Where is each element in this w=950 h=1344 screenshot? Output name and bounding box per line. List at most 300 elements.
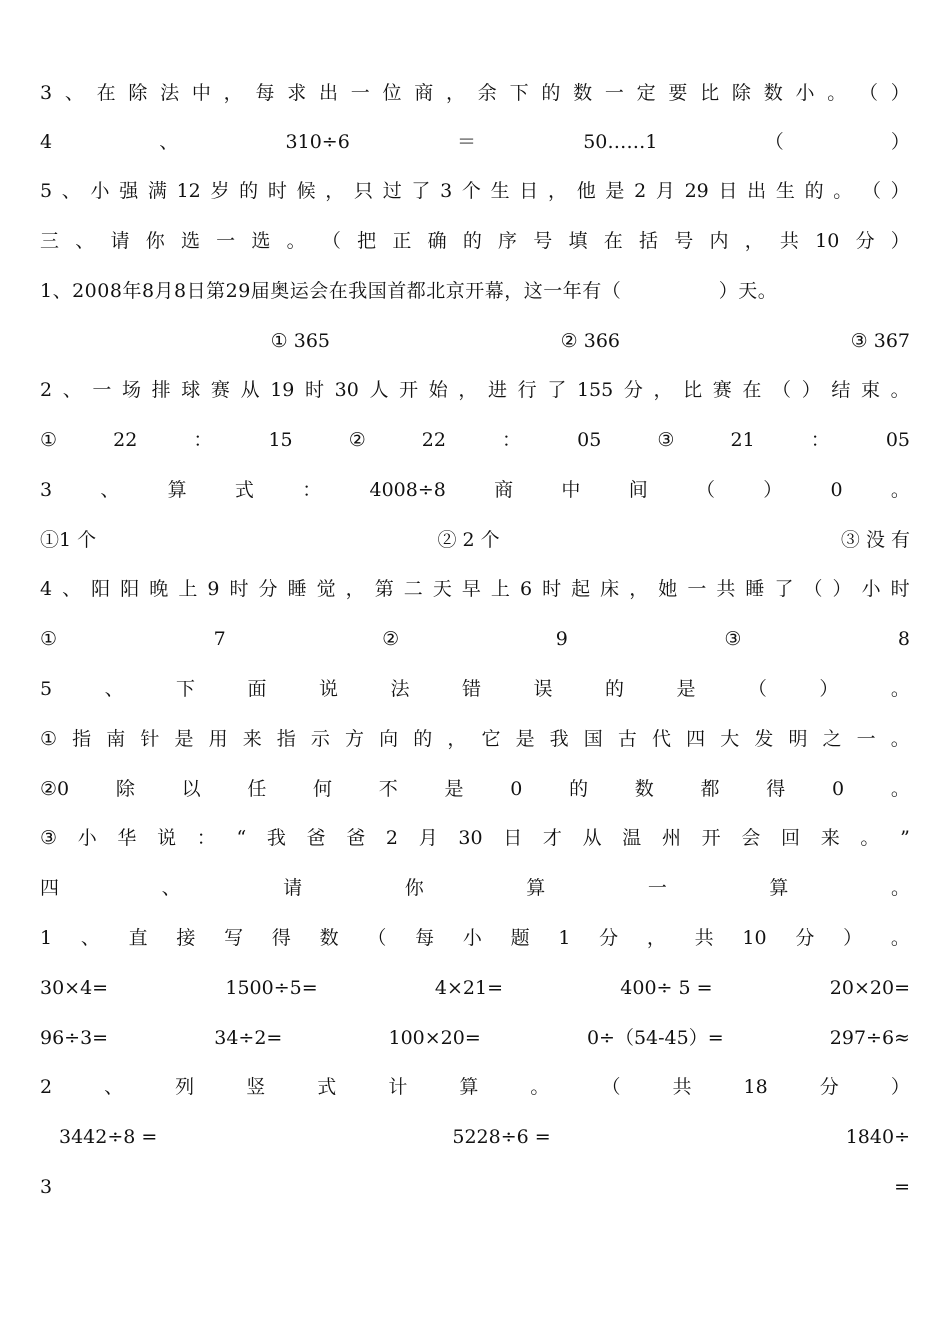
section4-title — [40, 873, 910, 903]
text-segment: ＝ — [457, 131, 477, 153]
section4-sub1-title — [40, 923, 910, 953]
text-segment: 排 — [151, 379, 171, 401]
text-segment: ： — [502, 429, 522, 451]
text-segment: 是 — [515, 728, 535, 750]
text-segment: 才 — [542, 827, 562, 849]
text-segment: 我 — [549, 728, 569, 750]
text-segment: 05 — [577, 429, 602, 451]
text-segment: 来 — [242, 728, 262, 750]
text-segment: 日 — [503, 827, 523, 849]
text-segment: ） — [763, 479, 783, 501]
text-segment: 小 — [462, 927, 482, 949]
text-segment: 共 — [779, 230, 799, 252]
text-segment: 4 — [40, 131, 53, 153]
text-segment: 。 — [827, 82, 847, 104]
text-segment: 回 — [781, 827, 801, 849]
text-segment: 0 — [510, 778, 523, 800]
text-segment: 会 — [741, 827, 761, 849]
text-segment: 生 — [775, 180, 795, 202]
text-segment: 05 — [885, 429, 910, 451]
text-segment: 月 — [418, 827, 438, 849]
text-segment: 你 — [145, 230, 165, 252]
text-segment: ， — [547, 180, 567, 202]
text-segment: 生 — [490, 180, 510, 202]
text-segment: 人 — [369, 379, 389, 401]
text-segment: ， — [629, 578, 649, 600]
text-segment: 之 — [822, 728, 842, 750]
text-segment: 算 — [769, 877, 789, 899]
text-segment: 代 — [652, 728, 672, 750]
text-segment: 10 — [815, 230, 840, 252]
text-segment: 中 — [561, 479, 581, 501]
text-segment: （ — [321, 230, 341, 252]
text-segment: 的 — [462, 230, 482, 252]
text-segment: 除 — [115, 778, 135, 800]
text-segment: 结 — [831, 379, 851, 401]
text-segment: 分 — [623, 379, 643, 401]
text-segment: ， — [458, 379, 478, 401]
text-segment: 一 — [350, 82, 370, 104]
text-segment: 直 — [128, 927, 148, 949]
text-segment: ① 365 — [270, 330, 330, 352]
text-segment: 开 — [399, 379, 419, 401]
text-segment: 睡 — [745, 578, 765, 600]
text-segment: 。 — [833, 180, 853, 202]
text-segment: 下 — [176, 678, 196, 700]
text-segment: 号 — [674, 230, 694, 252]
question-1: 1、2008年8月8日第29届奥运会在我国首都北京开幕，这一年有（ ）天。 — [40, 280, 778, 302]
question-3-options — [40, 525, 910, 555]
text-segment: 分 — [599, 927, 619, 949]
text-segment: 21 — [730, 429, 755, 451]
text-segment: （ — [601, 1076, 621, 1098]
vertical-calc-row — [40, 1122, 910, 1152]
text-segment: 小 — [90, 180, 110, 202]
text-segment: ， — [646, 927, 666, 949]
text-segment: 除 — [731, 82, 751, 104]
text-segment: 比 — [683, 379, 703, 401]
text-segment: ② — [348, 429, 366, 451]
text-segment: 。 — [890, 678, 910, 700]
text-segment: 指 — [72, 728, 92, 750]
text-segment: 。 — [890, 927, 910, 949]
text-segment: 用 — [208, 728, 228, 750]
text-segment: 数 — [634, 778, 654, 800]
text-segment: ） — [890, 131, 910, 153]
text-segment: 6 — [519, 578, 533, 600]
text-segment: 候 — [296, 180, 316, 202]
text-segment: 上 — [490, 578, 510, 600]
text-segment: 、 — [61, 180, 81, 202]
text-segment: 3 — [40, 82, 53, 104]
text-segment: ： — [193, 429, 213, 451]
text-segment: 间 — [628, 479, 648, 501]
text-segment: 8 — [897, 628, 910, 650]
text-segment: 日 — [718, 180, 738, 202]
text-segment: 算 — [167, 479, 187, 501]
text-segment: 他 — [576, 180, 596, 202]
text-segment: 在 — [96, 82, 116, 104]
text-segment: 下 — [509, 82, 529, 104]
text-segment: 9 — [207, 578, 220, 600]
text-segment: （ — [747, 678, 767, 700]
text-segment: 、 — [80, 927, 100, 949]
text-segment: 3 — [40, 479, 53, 501]
text-segment: ： — [196, 827, 216, 849]
text-segment: （ — [803, 578, 823, 600]
text-segment: 何 — [313, 778, 333, 800]
text-segment: 睡 — [287, 578, 307, 600]
question-1-options — [40, 326, 910, 356]
text-segment: 1 — [558, 927, 571, 949]
text-segment: 她 — [658, 578, 678, 600]
text-segment: 、 — [75, 230, 95, 252]
text-segment: 在 — [603, 230, 623, 252]
text-segment: 15 — [268, 429, 293, 451]
text-segment: 比 — [700, 82, 720, 104]
text-segment: 小 — [795, 82, 815, 104]
text-segment: 序 — [498, 230, 518, 252]
text-segment: 2 — [385, 827, 399, 849]
text-segment: 场 — [122, 379, 142, 401]
text-segment: 的 — [569, 778, 589, 800]
text-segment: 5 — [40, 678, 53, 700]
text-segment: 爸 — [346, 827, 366, 849]
text-segment: 算 — [526, 877, 546, 899]
text-segment: ②0 — [40, 778, 70, 800]
text-segment: 式 — [317, 1076, 337, 1098]
text-segment: ② 366 — [560, 330, 620, 352]
text-segment: 列 — [175, 1076, 195, 1098]
text-segment: 过 — [382, 180, 402, 202]
text-segment: 说 — [157, 827, 177, 849]
question-5-option-3 — [40, 823, 910, 853]
text-segment: 爸 — [306, 827, 326, 849]
text-segment: 是 — [174, 728, 194, 750]
text-segment: ） — [890, 82, 910, 104]
text-segment: 进 — [488, 379, 508, 401]
text-segment: 说 — [319, 678, 339, 700]
text-segment: 9 — [555, 628, 568, 650]
text-segment: ， — [223, 82, 243, 104]
text-segment: 3442÷8 = — [40, 1126, 158, 1148]
text-segment: ） — [832, 578, 852, 600]
text-segment: 我 — [266, 827, 286, 849]
text-segment: 南 — [106, 728, 126, 750]
text-segment: 。 — [890, 877, 910, 899]
text-segment: 一 — [216, 230, 236, 252]
text-segment: 方 — [345, 728, 365, 750]
text-segment: ③ 没 有 — [840, 529, 910, 551]
text-segment: 古 — [617, 728, 637, 750]
question-3 — [40, 475, 910, 505]
text-segment: 只 — [353, 180, 373, 202]
text-segment: 第 — [374, 578, 394, 600]
text-segment: 1 — [40, 927, 53, 949]
question-2 — [40, 375, 910, 405]
text-segment: 束 — [860, 379, 880, 401]
text-segment: 赛 — [210, 379, 230, 401]
text-segment: 0 — [832, 778, 845, 800]
text-segment: 2 — [40, 379, 53, 401]
text-segment: ） — [843, 927, 863, 949]
vertical-calc-row-2 — [40, 1172, 910, 1202]
text-segment: 从 — [582, 827, 602, 849]
text-segment: ③ 367 — [850, 330, 910, 352]
text-segment: 岁 — [210, 180, 230, 202]
text-segment: 个 — [461, 180, 481, 202]
text-segment: （ — [858, 82, 878, 104]
text-segment: 行 — [517, 379, 537, 401]
text-segment: 内 — [709, 230, 729, 252]
text-segment: 法 — [160, 82, 180, 104]
text-segment: 商 — [494, 479, 514, 501]
text-segment: 一 — [604, 82, 624, 104]
text-segment: ② 2 个 — [437, 529, 500, 551]
text-segment: 一 — [856, 728, 876, 750]
text-segment: 出 — [318, 82, 338, 104]
text-segment: 30 — [334, 379, 359, 401]
text-segment: 赛 — [712, 379, 732, 401]
text-segment: 297÷6≈ — [829, 1027, 910, 1049]
text-segment: 了 — [547, 379, 567, 401]
text-segment: ） — [890, 230, 910, 252]
text-segment: 请 — [110, 230, 130, 252]
text-segment: 一 — [92, 379, 112, 401]
text-segment: 共 — [672, 1076, 692, 1098]
text-segment: 共 — [694, 927, 714, 949]
text-segment: 7 — [213, 628, 226, 650]
text-segment: 写 — [224, 927, 244, 949]
text-segment: 得 — [271, 927, 291, 949]
question-5 — [40, 674, 910, 704]
section2-item-4 — [40, 127, 910, 157]
text-segment: ， — [744, 230, 764, 252]
question-4-options — [40, 624, 910, 654]
text-segment: 不 — [378, 778, 398, 800]
text-segment: 30 — [458, 827, 483, 849]
text-segment: 5228÷6 = — [452, 1126, 551, 1148]
text-segment: 2 — [634, 180, 647, 202]
text-segment: 觉 — [316, 578, 336, 600]
text-segment: 、 — [62, 379, 82, 401]
text-segment: 向 — [379, 728, 399, 750]
text-segment: 四 — [40, 877, 60, 899]
text-segment: 大 — [720, 728, 740, 750]
text-segment: 在 — [742, 379, 762, 401]
text-segment: 100×20= — [388, 1027, 481, 1049]
text-segment: 晚 — [149, 578, 169, 600]
text-segment: 天 — [432, 578, 452, 600]
text-segment: ） — [819, 678, 839, 700]
text-segment: 错 — [461, 678, 481, 700]
text-segment: 时 — [305, 379, 325, 401]
text-segment: ② — [382, 628, 400, 650]
text-segment: 选 — [251, 230, 271, 252]
text-segment: 4×21= — [434, 977, 504, 999]
text-segment: ③ — [40, 827, 58, 849]
text-segment: 余 — [477, 82, 497, 104]
text-segment: 400÷ 5 = — [620, 977, 713, 999]
text-segment: 了 — [774, 578, 794, 600]
question-5-option-2 — [40, 774, 910, 804]
text-segment: 温 — [622, 827, 642, 849]
text-segment: 0÷（54-45）= — [586, 1027, 724, 1049]
text-segment: 三 — [40, 230, 60, 252]
text-segment: 34÷2= — [214, 1027, 283, 1049]
text-segment: 每 — [415, 927, 435, 949]
text-segment: 每 — [255, 82, 275, 104]
text-segment: ① — [40, 628, 58, 650]
text-segment: 阳 — [91, 578, 111, 600]
text-segment: 4008÷8 — [369, 479, 446, 501]
text-segment: 3 — [40, 1176, 53, 1198]
question-5-option-1 — [40, 724, 910, 754]
text-segment: 都 — [700, 778, 720, 800]
text-segment: ， — [345, 578, 365, 600]
text-segment: 州 — [661, 827, 681, 849]
text-segment: 二 — [403, 578, 423, 600]
text-segment: 。 — [860, 827, 880, 849]
text-segment: ①1 个 — [40, 529, 97, 551]
text-segment: ） — [890, 180, 910, 202]
text-segment: 起 — [571, 578, 591, 600]
text-segment: 。 — [890, 778, 910, 800]
text-segment: 指 — [276, 728, 296, 750]
text-segment: 月 — [655, 180, 675, 202]
text-segment: 一 — [647, 877, 667, 899]
text-segment: 时 — [542, 578, 562, 600]
text-segment: ① — [40, 429, 58, 451]
text-segment: 时 — [229, 578, 249, 600]
text-segment: 0 — [830, 479, 843, 501]
text-segment: 3 — [440, 180, 453, 202]
text-segment: 分 — [795, 927, 815, 949]
text-segment: 分 — [855, 230, 875, 252]
text-segment: 数 — [573, 82, 593, 104]
text-segment: ， — [653, 379, 673, 401]
text-segment: 四 — [686, 728, 706, 750]
text-segment: 、 — [159, 131, 179, 153]
text-segment: 它 — [481, 728, 501, 750]
text-segment: 误 — [533, 678, 553, 700]
text-segment: （ — [772, 379, 792, 401]
text-segment: 了 — [411, 180, 431, 202]
text-segment: 括 — [638, 230, 658, 252]
section3-title — [40, 226, 910, 256]
text-segment: 数 — [763, 82, 783, 104]
text-segment: 310÷6 — [285, 131, 350, 153]
text-segment: 。 — [530, 1076, 550, 1098]
text-segment: 。 — [890, 728, 910, 750]
text-segment: 的 — [541, 82, 561, 104]
section2-item-3 — [40, 78, 910, 108]
section2-item-5 — [40, 176, 910, 206]
text-segment: 计 — [388, 1076, 408, 1098]
text-segment: 商 — [414, 82, 434, 104]
text-segment: 、 — [62, 578, 82, 600]
text-segment: 来 — [820, 827, 840, 849]
text-segment: ） — [890, 1076, 910, 1098]
text-segment: 位 — [382, 82, 402, 104]
text-segment: 10 — [742, 927, 767, 949]
text-segment: 你 — [404, 877, 424, 899]
text-segment: 强 — [119, 180, 139, 202]
text-segment: 正 — [392, 230, 412, 252]
text-segment: 19 — [270, 379, 295, 401]
text-segment: 算 — [459, 1076, 479, 1098]
text-segment: 把 — [357, 230, 377, 252]
question-4 — [40, 574, 910, 604]
text-segment: 的 — [804, 180, 824, 202]
text-segment: 2 — [40, 1076, 53, 1098]
text-segment: 小 — [861, 578, 881, 600]
text-segment: 除 — [128, 82, 148, 104]
text-segment: 求 — [287, 82, 307, 104]
text-segment: 式 — [234, 479, 254, 501]
text-segment: 分 — [258, 578, 278, 600]
text-segment: 华 — [117, 827, 137, 849]
text-segment: 29 — [684, 180, 709, 202]
question-2-options — [40, 425, 910, 455]
text-segment: ” — [900, 827, 910, 849]
text-segment: 是 — [605, 180, 625, 202]
text-segment: 示 — [310, 728, 330, 750]
text-segment: = — [894, 1176, 910, 1198]
text-segment: ， — [446, 82, 466, 104]
text-segment: 12 — [176, 180, 201, 202]
text-segment: 的 — [239, 180, 259, 202]
text-segment: 18 — [743, 1076, 768, 1098]
text-segment: ① — [40, 728, 58, 750]
text-segment: 。 — [890, 379, 910, 401]
text-segment: 、 — [104, 1076, 124, 1098]
text-segment: 开 — [701, 827, 721, 849]
text-segment: 竖 — [246, 1076, 266, 1098]
text-segment: 早 — [461, 578, 481, 600]
text-segment: 要 — [668, 82, 688, 104]
text-segment: 、 — [104, 678, 124, 700]
text-segment: 发 — [754, 728, 774, 750]
text-segment: 、 — [100, 479, 120, 501]
text-segment: 从 — [240, 379, 260, 401]
text-segment: 任 — [247, 778, 267, 800]
text-segment: “ — [236, 827, 247, 849]
text-segment: 国 — [583, 728, 603, 750]
text-segment: 日 — [519, 180, 539, 202]
text-segment: 数 — [319, 927, 339, 949]
text-segment: 满 — [147, 180, 167, 202]
text-segment: 题 — [510, 927, 530, 949]
text-segment: 22 — [421, 429, 446, 451]
text-segment: 定 — [636, 82, 656, 104]
text-segment: 1840÷ — [845, 1126, 910, 1148]
text-segment: 上 — [178, 578, 198, 600]
text-segment: 的 — [604, 678, 624, 700]
text-segment: （ — [861, 180, 881, 202]
text-segment: ： — [810, 429, 830, 451]
oral-row-1 — [40, 973, 910, 1003]
text-segment: ： — [302, 479, 322, 501]
text-segment: ） — [801, 379, 821, 401]
text-segment: 1500÷5= — [225, 977, 318, 999]
text-segment: 球 — [181, 379, 201, 401]
text-segment: 共 — [716, 578, 736, 600]
text-segment: （ — [695, 479, 715, 501]
text-segment: 是 — [444, 778, 464, 800]
text-segment: 确 — [427, 230, 447, 252]
text-segment: 床 — [600, 578, 620, 600]
